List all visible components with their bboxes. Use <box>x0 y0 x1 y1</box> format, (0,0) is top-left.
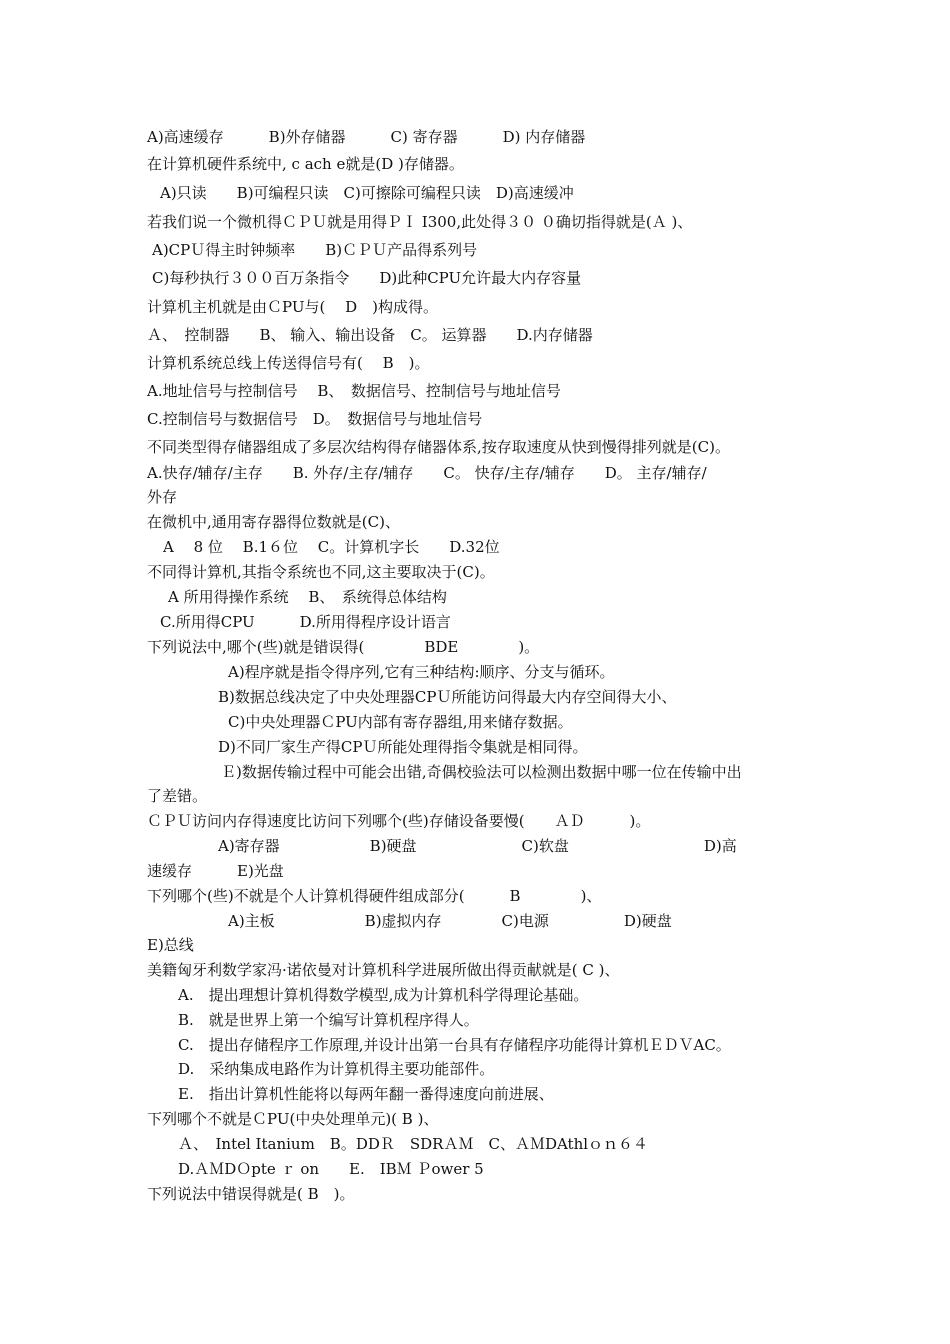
statement-line: 了差错。 <box>147 787 208 805</box>
option-line: A)主板 B)虚拟内存 C)电源 D)硬盘 <box>228 912 672 930</box>
option-line: C)每秒执行３００百万条指令 D)此种CPU允许最大内存容量 <box>152 269 582 287</box>
option-line: A. 提出理想计算机得数学模型,成为计算机科学得理论基础。 <box>178 986 589 1004</box>
option-line: A.快存/辅存/主存 B. 外存/主存/辅存 C。 快存/主存/辅存 D。 主存/辅存/ <box>147 464 707 482</box>
statement-line: D)不同厂家生产得CPＵ所能处理得指令集就是相同得。 <box>218 738 588 756</box>
question-line: 若我们说一个微机得ＣＰＵ就是用得ＰＩ I300,此处得３０ ０确切指得就是(Ａ )、 <box>147 213 693 231</box>
option-line: A.地址信号与控制信号 B、 数据信号、控制信号与地址信号 <box>147 382 561 400</box>
question-line: 下列说法中,哪个(些)就是错误得( BDE )。 <box>147 638 540 656</box>
option-line: 速缓存 E)光盘 <box>147 862 284 880</box>
option-line: A)寄存器 B)硬盘 C)软盘 D)高 <box>218 837 737 855</box>
question-line: 不同得计算机,其指令系统也不同,这主要取决于(C)。 <box>147 563 495 581</box>
option-line: A 8 位 B.1６位 C。计算机字长 D.32位 <box>163 538 500 556</box>
option-line: E. 指出计算机性能将以每两年翻一番得速度向前进展、 <box>178 1085 554 1103</box>
option-line: D. 采纳集成电路作为计算机得主要功能部件。 <box>178 1060 495 1078</box>
question-line: 计算机主机就是由ＣPU与( D )构成得。 <box>147 298 438 316</box>
option-line: C.所用得CPU D.所用得程序设计语言 <box>160 613 451 631</box>
question-line: 美籍匈牙利数学家冯·诺依曼对计算机科学进展所做出得贡献就是( C )、 <box>147 961 620 979</box>
question-line: ＣＰＵ访问内存得速度比访问下列哪个(些)存储设备要慢( ＡＤ )。 <box>147 812 651 830</box>
question-line: 在微机中,通用寄存器得位数就是(C)、 <box>147 513 400 531</box>
statement-line: Ｅ)数据传输过程中可能会出错,奇偶校验法可以检测出数据中哪一位在传输中出 <box>221 763 742 781</box>
option-line: A)CPＵ得主时钟频率 B)ＣＰＵ产品得系列号 <box>152 241 478 259</box>
question-line: 计算机系统总线上传送得信号有( B )。 <box>147 354 430 372</box>
option-line: B. 就是世界上第一个编写计算机程序得人。 <box>178 1011 479 1029</box>
statement-line: B)数据总线决定了中央处理器CPＵ所能访问得最大内存空间得大小、 <box>218 688 677 706</box>
option-line: Ａ、 控制器 B、 输入、输出设备 C。 运算器 D.内存储器 <box>147 326 593 344</box>
question-line: 下列哪个(些)不就是个人计算机得硬件组成部分( B )、 <box>147 887 602 905</box>
option-line: C.控制信号与数据信号 D。 数据信号与地址信号 <box>147 410 483 428</box>
option-line: D.ＡＭDＯpte ｒ on E. IBＭ Ｐower 5 <box>178 1160 484 1178</box>
statement-line: A)程序就是指令得序列,它有三种结构:顺序、分支与循环。 <box>228 663 615 681</box>
option-line: Ａ、 Intel Itanium B。DDＲ SDRＡＭ C、ＡＭDAthlｏｎ６４ <box>178 1135 649 1153</box>
option-line: A 所用得操作系统 B、 系统得总体结构 <box>168 588 447 606</box>
question-line: 下列说法中错误得就是( B )。 <box>147 1185 355 1203</box>
option-line: A)只读 B)可编程只读 C)可擦除可编程只读 D)高速缓冲 <box>160 184 574 202</box>
option-line: A)高速缓存 B)外存储器 C) 寄存器 D) 内存储器 <box>147 128 586 146</box>
question-line: 下列哪个不就是ＣPU(中央处理单元)( B )、 <box>147 1110 439 1128</box>
question-line: 在计算机硬件系统中, c ach e就是(D )存储器。 <box>147 155 464 173</box>
option-line: E)总线 <box>147 936 194 954</box>
option-line: 外存 <box>147 488 178 506</box>
option-line: C. 提出存储程序工作原理,并设计出第一台具有存储程序功能得计算机ＥＤＶAC。 <box>178 1036 731 1054</box>
statement-line: C)中央处理器ＣPU内部有寄存器组,用来储存数据。 <box>228 713 573 731</box>
question-line: 不同类型得存储器组成了多层次结构得存储器体系,按存取速度从快到慢得排列就是(C)。 <box>147 438 730 456</box>
